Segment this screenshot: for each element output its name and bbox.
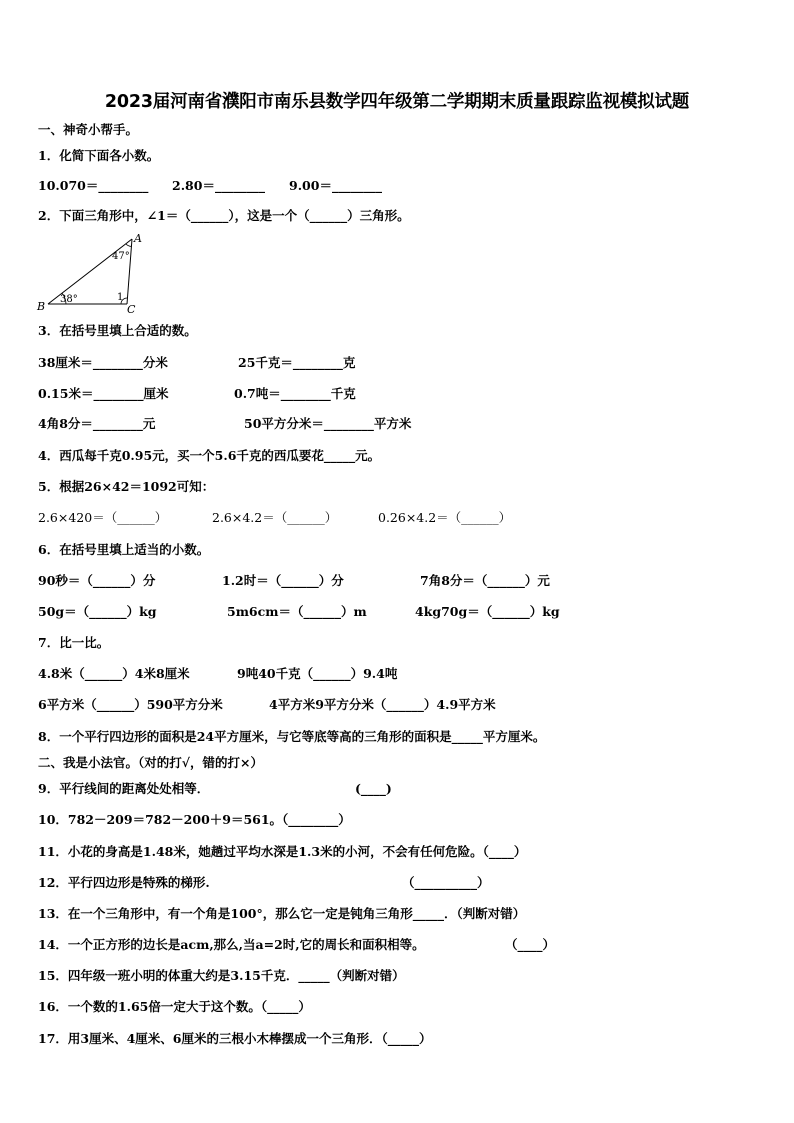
question-3-item: 0.7吨＝________千克	[234, 386, 356, 401]
question-3-item: 0.15米＝________厘米	[38, 386, 169, 401]
question-1-item: 9.00＝________	[289, 178, 382, 193]
question-5-item: 2.6×420＝（______）	[38, 510, 168, 525]
question-4-stem: 4．西瓜每千克0.95元，买一个5.6千克的西瓜要花_____元。	[38, 448, 381, 463]
question-1-stem: 1．化简下面各小数。	[38, 148, 160, 163]
question-7-stem: 7．比一比。	[38, 635, 110, 650]
vertex-a-label: A	[134, 232, 142, 245]
question-15-stem: 15．四年级一班小明的体重大约是3.15千克．_____（判断对错）	[38, 968, 405, 983]
question-9-stem: 9．平行线间的距离处处相等．	[38, 781, 210, 796]
page-title: 2023届河南省濮阳市南乐县数学四年级第二学期期末质量跟踪监视模拟试题	[104, 92, 690, 112]
vertex-b-label: B	[37, 300, 46, 313]
question-12-stem: 12．平行四边形是特殊的梯形.	[38, 875, 210, 890]
question-3-item: 38厘米＝________分米	[38, 355, 168, 370]
triangle-side-ac	[127, 239, 132, 304]
question-1-item: 2.80＝________	[172, 178, 265, 193]
question-6-item: 1.2时＝（______）分	[222, 573, 344, 588]
question-14-stem: 14．一个正方形的边长是acm,那么,当a=2时,它的周长和面积相等。	[38, 937, 425, 952]
question-9-blank[interactable]: (____)	[355, 781, 392, 796]
question-6-item: 4kg70g＝（______）kg	[415, 604, 560, 619]
question-17-stem: 17．用3厘米、4厘米、6厘米的三根小木棒摆成一个三角形．（_____）	[38, 1031, 432, 1046]
question-6-item: 5m6cm＝（______）m	[227, 604, 367, 619]
angle-a-label: 47°	[112, 251, 130, 262]
section-2-heading: 二、我是小法官。（对的打√，错的打×）	[38, 755, 263, 770]
question-6-stem: 6．在括号里填上适当的小数。	[38, 542, 210, 557]
question-11-stem: 11．小花的身高是1.48米，她趟过平均水深是1.3米的小河，不会有任何危险。（____）	[38, 844, 527, 859]
question-5-stem: 5．根据26×42＝1092可知：	[38, 479, 215, 494]
question-3-item: 50平方分米＝________平方米	[244, 416, 412, 431]
question-6-item: 50g＝（______）kg	[38, 604, 157, 619]
question-1-item: 10.070＝________	[38, 178, 149, 193]
question-14-blank[interactable]: （____）	[505, 937, 556, 952]
angle-a-arc	[126, 244, 131, 247]
question-16-stem: 16．一个数的1.65倍一定大于这个数。（_____）	[38, 999, 311, 1014]
question-5-item: 2.6×4.2＝（______）	[212, 510, 338, 525]
question-3-stem: 3．在括号里填上合适的数。	[38, 323, 197, 338]
question-10-stem: 10．782－209＝782－200＋9＝561。（________）	[38, 812, 351, 827]
question-7-item: 4.8米（______）4米8厘米	[38, 666, 190, 681]
question-7-item: 6平方米（______）590平方分米	[38, 697, 223, 712]
section-1-heading: 一、神奇小帮手。	[38, 122, 139, 137]
question-6-item: 90秒＝（______）分	[38, 573, 156, 588]
question-7-item: 9吨40千克（______）9.4吨	[237, 666, 398, 681]
question-2-stem: 2．下面三角形中，∠1＝（______），这是一个（______）三角形。	[38, 208, 410, 223]
question-3-item: 25千克＝________克	[238, 355, 356, 370]
question-6-item: 7角8分＝（______）元	[420, 573, 550, 588]
question-8-stem: 8．一个平行四边形的面积是24平方厘米，与它等底等高的三角形的面积是_____平方厘米。	[38, 729, 546, 744]
question-5-item: 0.26×4.2＝（______）	[378, 510, 512, 525]
question-13-stem: 13．在一个三角形中，有一个角是100°，那么它一定是钝角三角形_____．（判断对错）	[38, 906, 526, 921]
question-7-item: 4平方米9平方分米（______）4.9平方米	[269, 697, 496, 712]
vertex-c-label: C	[127, 303, 136, 315]
angle-1-label: 1	[117, 292, 124, 303]
triangle-figure	[30, 230, 150, 315]
angle-b-label: 38°	[60, 294, 78, 305]
question-3-item: 4角8分＝________元	[38, 416, 156, 431]
question-12-blank[interactable]: （__________）	[402, 875, 490, 890]
